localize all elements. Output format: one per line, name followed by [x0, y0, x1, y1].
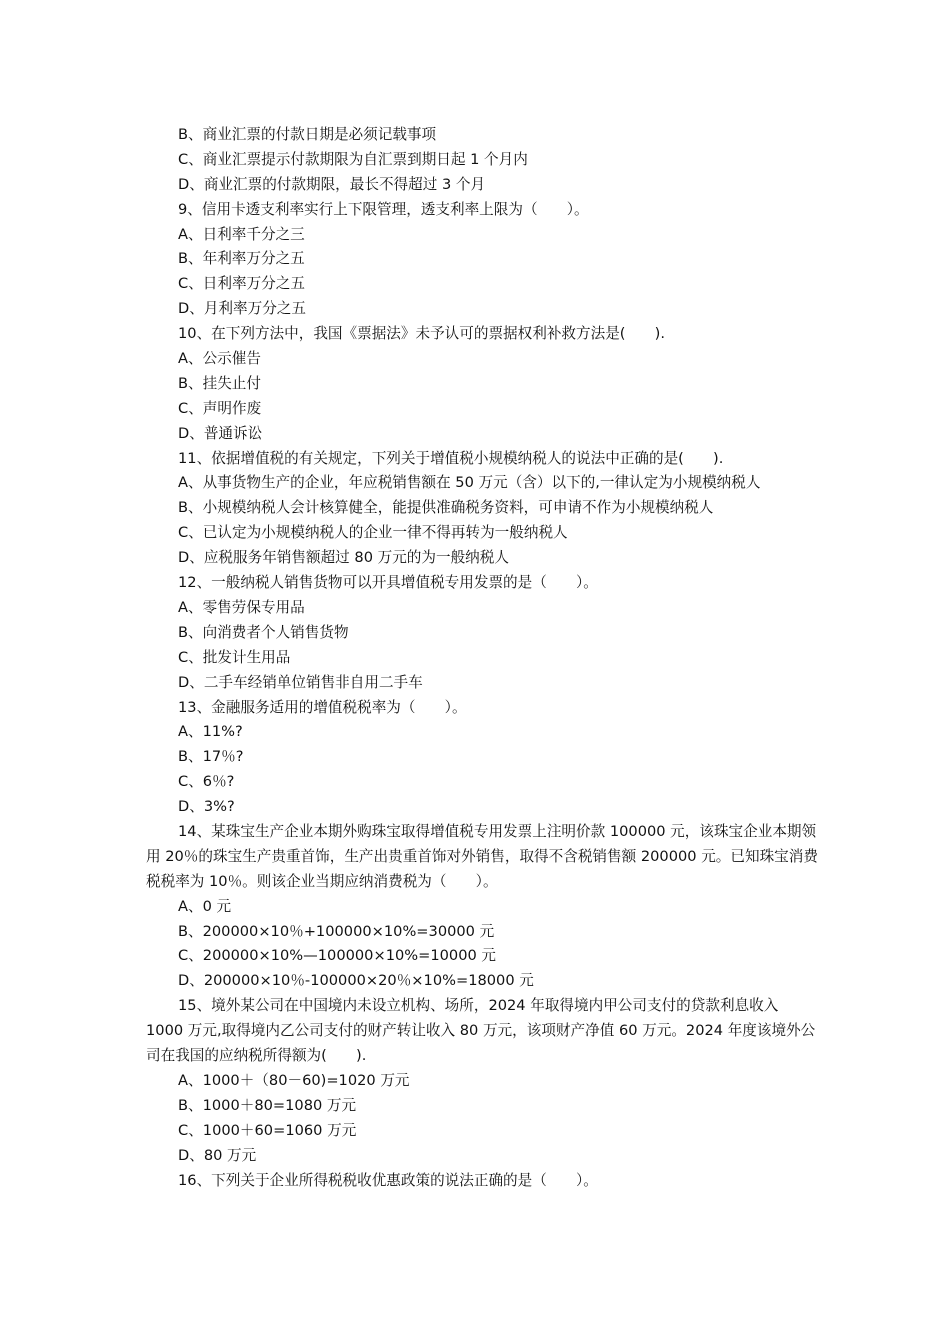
text-line: C、日利率万分之五	[178, 275, 305, 293]
text-line: B、挂失止付	[178, 374, 261, 392]
text-line: D、200000×10％-100000×20％×10%=18000 元	[178, 972, 534, 990]
text-line: B、1000＋80=1080 万元	[178, 1096, 357, 1114]
text-line: A、日利率千分之三	[178, 225, 305, 243]
text-line: D、月利率万分之五	[178, 300, 306, 318]
text-line: B、小规模纳税人会计核算健全，能提供准确税务资料，可申请不作为小规模纳税人	[178, 499, 714, 517]
text-line: C、已认定为小规模纳税人的企业一律不得再转为一般纳税人	[178, 524, 568, 542]
text-line: 11、依据增值税的有关规定，下列关于增值税小规模纳税人的说法中正确的是( ).	[178, 449, 724, 467]
text-line: 16、下列关于企业所得税税收优惠政策的说法正确的是（ ）。	[178, 1171, 598, 1189]
text-line: D、二手车经销单位销售非自用二手车	[178, 673, 423, 691]
text-line: 13、金融服务适用的增值税税率为（ ）。	[178, 698, 467, 716]
text-line: D、应税服务年销售额超过 80 万元的为一般纳税人	[178, 549, 509, 567]
text-line: 15、境外某公司在中国境内未设立机构、场所，2024 年取得境内甲公司支付的贷款利息收入 1000 万元,取得境内乙公司支付的财产转让收入 80 万元，该项财产净值 60 万元。2024 年度该境外公司在我国的应纳税所得额为( ).	[146, 997, 816, 1065]
text-line: 9、信用卡透支利率实行上下限管理，透支利率上限为（ ）。	[178, 200, 589, 218]
text-line: D、80 万元	[178, 1146, 257, 1164]
text-line: C、声明作废	[178, 399, 262, 417]
text-line: 14、某珠宝生产企业本期外购珠宝取得增值税专用发票上注明价款 100000 元，该珠宝企业本期领用 20％的珠宝生产贵重首饰，生产出贵重首饰对外销售，取得不含税销售额 200000 元。已知珠宝消费税税率为 10％。则该企业当期应纳消费税为（ ）。	[146, 822, 818, 890]
text-line: C、6％?	[178, 773, 235, 791]
text-line: B、200000×10％+100000×10%=30000 元	[178, 922, 495, 940]
text-line: 10、在下列方法中，我国《票据法》未予认可的票据权利补救方法是( ).	[178, 325, 666, 343]
text-line: B、向消费者个人销售货物	[178, 623, 349, 641]
text-line: C、批发计生用品	[178, 648, 291, 666]
text-line: 12、一般纳税人销售货物可以开具增值税专用发票的是（ ）。	[178, 574, 598, 592]
text-line: D、普通诉讼	[178, 424, 263, 442]
text-line: B、年利率万分之五	[178, 250, 305, 268]
text-line: B、17％?	[178, 748, 244, 766]
text-line: A、零售劳保专用品	[178, 598, 305, 616]
text-line: A、1000＋（80－60)=1020 万元	[178, 1071, 410, 1089]
text-line: A、11%?	[178, 723, 243, 741]
text-line: C、商业汇票提示付款期限为自汇票到期日起 1 个月内	[178, 150, 528, 168]
text-line: A、0 元	[178, 897, 232, 915]
text-line: C、200000×10%—100000×10%=10000 元	[178, 947, 497, 965]
text-line: B、商业汇票的付款日期是必须记载事项	[178, 126, 437, 143]
text-line: C、1000＋60=1060 万元	[178, 1121, 357, 1139]
text-line: A、从事货物生产的企业，年应税销售额在 50 万元（含）以下的,一律认定为小规模纳税人	[178, 474, 761, 492]
text-line: D、商业汇票的付款期限，最长不得超过 3 个月	[178, 175, 486, 193]
text-line: D、3%?	[178, 798, 235, 816]
text-line: A、公示催告	[178, 350, 261, 368]
